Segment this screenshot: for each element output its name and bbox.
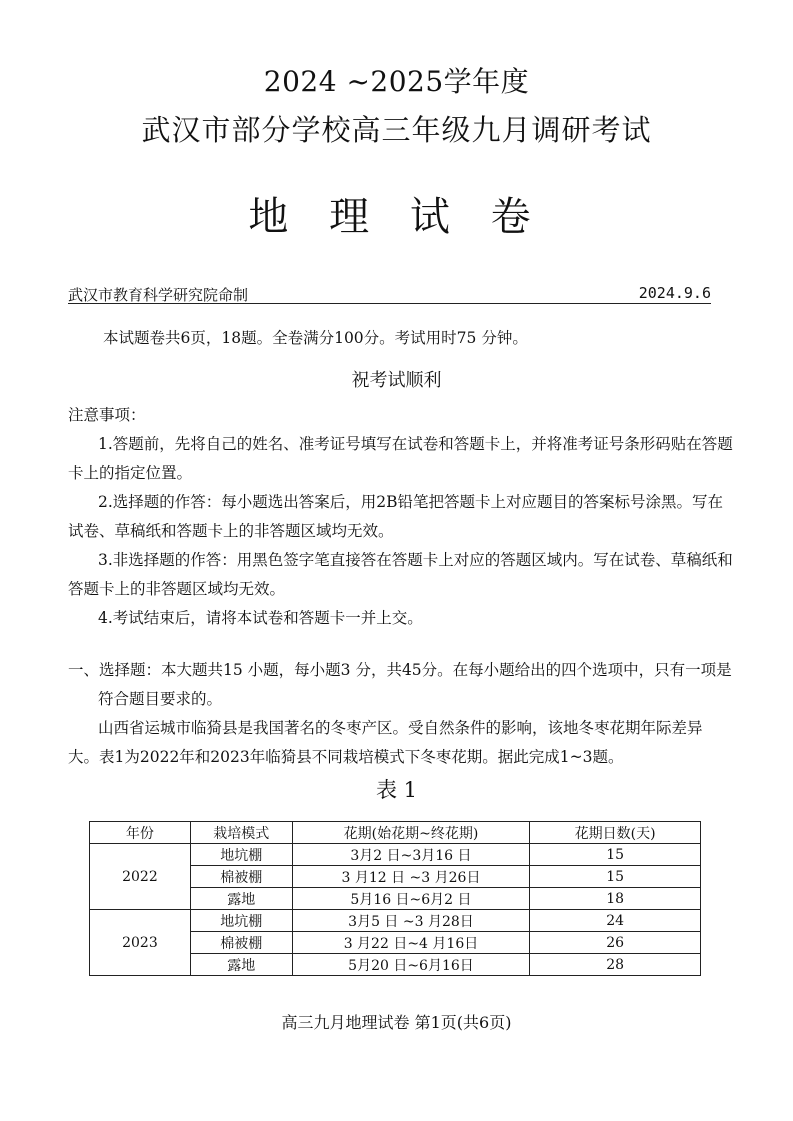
period-cell: 3 月12 日 ~3 月26日 — [292, 866, 530, 888]
period-cell: 5月20 日~6月16日 — [292, 954, 530, 976]
period-cell: 5月16 日~6月2 日 — [292, 888, 530, 910]
days-cell: 15 — [530, 844, 701, 866]
days-cell: 28 — [530, 954, 701, 976]
mode-cell: 棉被棚 — [190, 866, 292, 888]
table-header-row — [90, 822, 701, 844]
year-cell: 2023 — [90, 910, 191, 976]
days-cell: 24 — [530, 910, 701, 932]
notice-item: 4.考试结束后，请将本试卷和答题卡一并上交。 — [98, 609, 423, 627]
mode-cell: 露地 — [190, 888, 292, 910]
section-heading: 一、选择题：本大题共15 小题，每小题3 分，共45分。在每小题给出的四个选项中，只有一项是符合题目要求的。 — [68, 661, 732, 708]
mode-cell: 地坑棚 — [190, 910, 292, 932]
issuer: 武汉市教育科学研究院命制 — [68, 286, 249, 304]
page-footer: 高三九月地理试卷 第1页(共6页) — [281, 1013, 512, 1032]
mode-cell: 地坑棚 — [190, 844, 292, 866]
period-cell: 3月2 日~3月16 日 — [292, 844, 530, 866]
title-exam-name: 武汉市部分学校高三年级九月调研考试 — [141, 113, 652, 147]
year-cell: 2022 — [90, 844, 191, 910]
table-row — [90, 844, 701, 866]
header-rule — [68, 303, 711, 304]
mode-cell: 棉被棚 — [190, 932, 292, 954]
days-cell: 18 — [530, 888, 701, 910]
notice-heading: 注意事项： — [68, 406, 146, 424]
title-year: 2024 ~2025学年度 — [263, 65, 530, 98]
subject-title: 地 理 试 卷 — [248, 194, 545, 240]
table-caption: 表 1 — [375, 778, 418, 802]
notice-item: 1.答题前，先将自己的姓名、准考证号填写在试卷和答题卡上，并将准考证号条形码贴在答题卡上的指定位置。 — [68, 435, 733, 482]
header-days: 花期日数(天) — [530, 822, 701, 844]
table-row — [90, 910, 701, 932]
flowering-table — [89, 821, 701, 976]
question-passage: 山西省运城市临猗县是我国著名的冬枣产区。受自然条件的影响，该地冬枣花期年际差异大。表1为2022年和2023年临猗县不同栽培模式下冬枣花期。据此完成1~3题。 — [68, 719, 703, 766]
mode-cell: 露地 — [190, 954, 292, 976]
days-cell: 15 — [530, 866, 701, 888]
section-one — [68, 656, 733, 772]
header-mode: 栽培模式 — [190, 822, 292, 844]
notice-item: 3.非选择题的作答：用黑色签字笔直接答在答题卡上对应的答题区域内。写在试卷、草稿纸和答题卡上的非答题区域均无效。 — [68, 551, 733, 598]
header-period: 花期(始花期~终花期) — [292, 822, 530, 844]
notice-item: 2.选择题的作答：每小题选出答案后，用2B铅笔把答题卡上对应题目的答案标号涂黑。写在试卷、草稿纸和答题卡上的非答题区域均无效。 — [68, 493, 724, 540]
notice-block — [68, 401, 733, 633]
wish-text: 祝考试顺利 — [351, 370, 442, 391]
intro-text: 本试题卷共6页，18题。全卷满分100分。考试用时75 分钟。 — [103, 329, 528, 347]
period-cell: 3月5 日 ~3 月28日 — [292, 910, 530, 932]
header-year: 年份 — [90, 822, 191, 844]
days-cell: 26 — [530, 932, 701, 954]
period-cell: 3 月22 日~4 月16日 — [292, 932, 530, 954]
exam-date: 2024.9.6 — [638, 284, 711, 302]
